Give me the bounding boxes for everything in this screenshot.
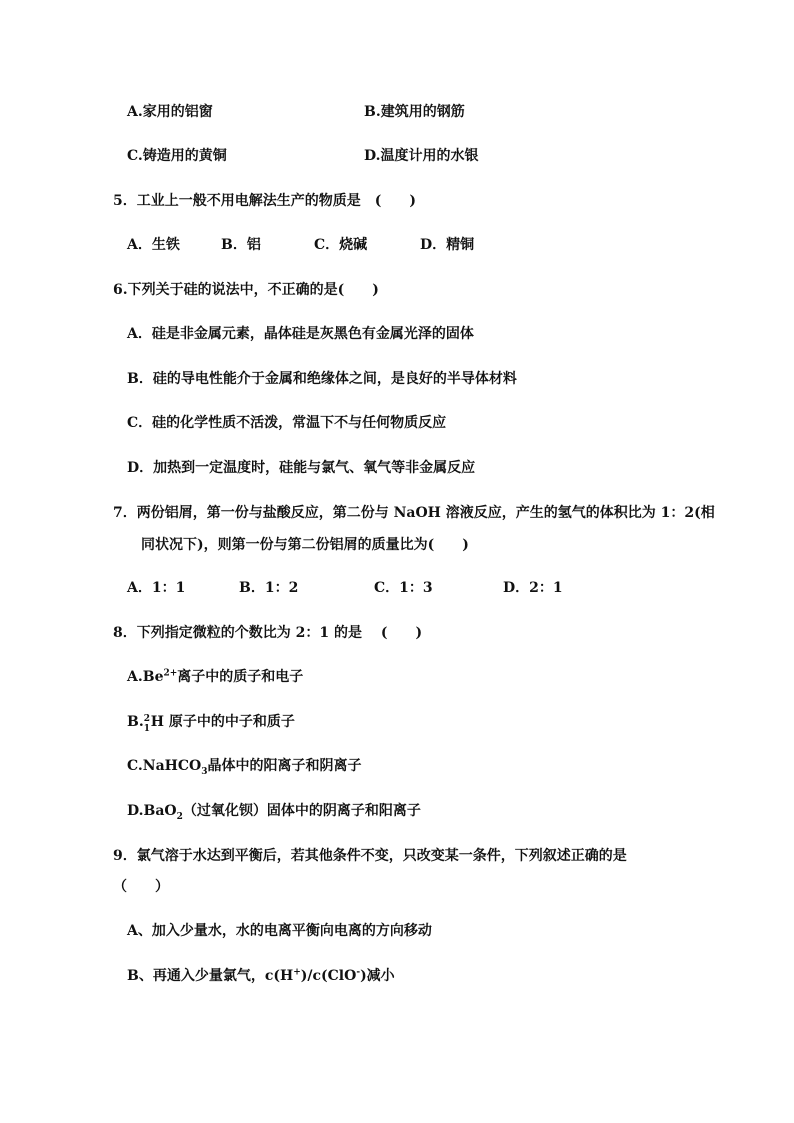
q8-d-subscript: 2	[176, 811, 183, 822]
q9-b-minus: -	[356, 967, 361, 978]
q9-b-plus: +	[293, 967, 301, 978]
q7-stem-line1: 7．两份铝屑，第一份与盐酸反应，第二份与 NaOH 溶液反应，产生的氢气的体积比为 1：2(相	[113, 505, 715, 521]
q8-a-desc: 离子中的质子和电子	[177, 669, 304, 685]
q9-b-end: )减小	[360, 968, 395, 984]
q8-option-c	[127, 756, 361, 776]
q9-stem: 9．氯气溶于水达到平衡后，若其他条件不变，只改变某一条件，下列叙述正确的是	[113, 848, 627, 864]
q8-option-b	[127, 712, 295, 732]
q8-b-text: B.	[127, 714, 144, 730]
q9-option-b	[127, 966, 395, 986]
q8-a-charge: 2+	[163, 668, 178, 679]
q6-option-a: A．硅是非金属元素，晶体硅是灰黑色有金属光泽的固体	[127, 326, 474, 342]
q7-option-a: A．1：1	[127, 580, 186, 596]
q7-option-b: B．1：2	[239, 580, 299, 596]
q8-option-a	[127, 667, 303, 687]
q8-c-subscript: 3	[201, 766, 208, 777]
q8-b-isotope	[143, 714, 151, 734]
q8-b-desc: H 原子中的中子和质子	[150, 714, 295, 730]
q4-option-c: C.铸造用的黄铜	[127, 148, 227, 164]
q9-b-text: B、再通入少量氯气，c(H	[127, 968, 294, 984]
q6-option-b: B．硅的导电性能介于金属和绝缘体之间，是良好的半导体材料	[127, 371, 517, 387]
q9-b-mid: )/c(ClO	[300, 968, 357, 984]
q4-option-d: D.温度计用的水银	[364, 148, 479, 164]
q8-d-text: D.BaO	[127, 803, 177, 819]
q8-a-text: A.Be	[127, 669, 164, 685]
q8-b-mass-number: 2	[143, 714, 150, 724]
q7-option-d: D．2：1	[503, 580, 563, 596]
q7-stem-line2: 同状况下)，则第一份与第二份铝屑的质量比为( )	[141, 537, 469, 553]
q5-option-c: C．烧碱	[314, 237, 368, 253]
q4-option-a: A.家用的铝窗	[127, 104, 213, 120]
q8-b-atomic-number: 1	[143, 724, 150, 734]
q6-option-c: C．硅的化学性质不活泼，常温下不与任何物质反应	[127, 415, 447, 431]
q6-stem: 6.下列关于硅的说法中，不正确的是( )	[113, 282, 379, 298]
q8-c-text: C.NaHCO	[127, 758, 202, 774]
q8-d-desc: （过氧化钡）固体中的阴离子和阳离子	[182, 803, 421, 819]
q8-c-desc: 晶体中的阳离子和阴离子	[207, 758, 362, 774]
q4-option-b: B.建筑用的钢筋	[364, 104, 465, 120]
q5-option-d: D．精铜	[420, 237, 475, 253]
q5-stem: 5．工业上一般不用电解法生产的物质是 ( )	[113, 193, 416, 209]
q7-option-c: C．1：3	[374, 580, 433, 596]
q9-bracket: （ ）	[113, 879, 169, 895]
q8-option-d	[127, 801, 421, 821]
q8-stem: 8．下列指定微粒的个数比为 2：1 的是 ( )	[113, 625, 423, 641]
q5-option-a: A．生铁	[127, 237, 180, 253]
q5-option-b: B．铝	[221, 237, 261, 253]
q6-option-d: D．加热到一定温度时，硅能与氯气、氧气等非金属反应	[127, 460, 476, 476]
q9-option-a: A、加入少量水，水的电离平衡向电离的方向移动	[127, 923, 432, 939]
